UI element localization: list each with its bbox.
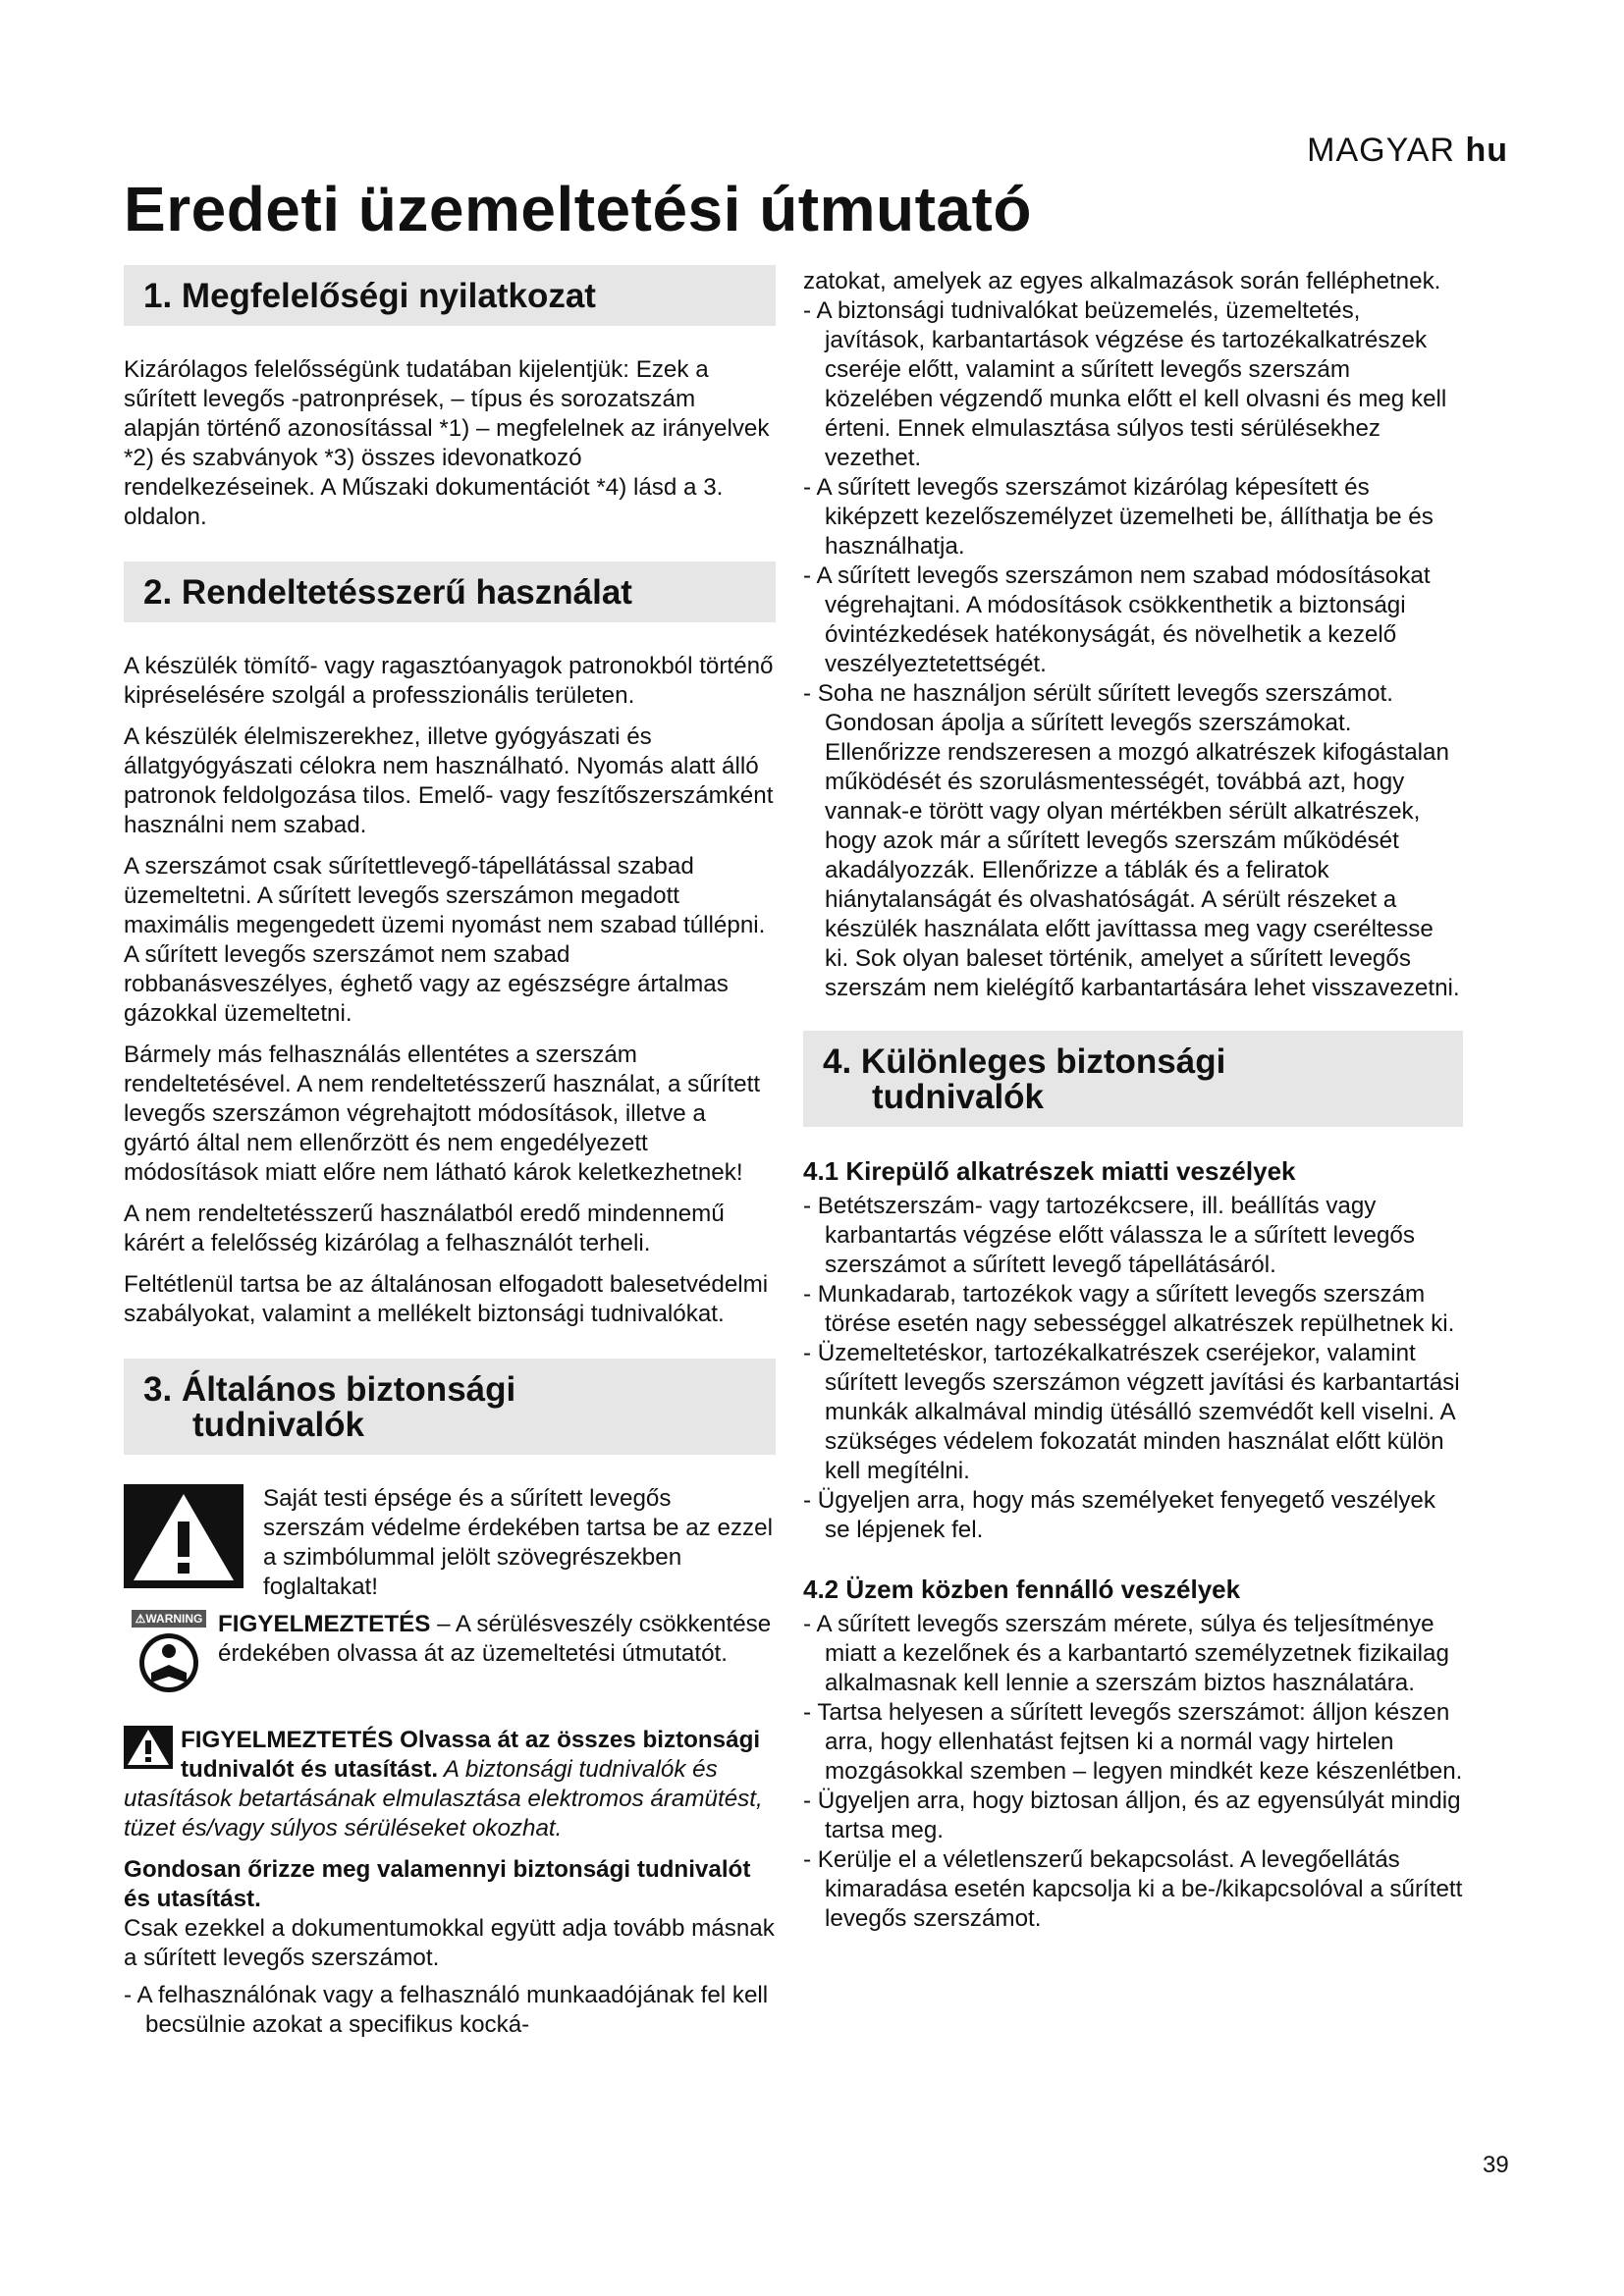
list-item: - Üzemeltetéskor, tartozékalkatrészek cseréjekor, valamint sűrített levegős szerszámon végzett javítási és karbantartási munkák alkalmával mindig ütésálló szemvédőt kell viselni. A szükséges védelem fokozatát minden használat előtt külön kell megítélni. <box>803 1340 1460 1484</box>
section-4-heading-line1: 4. Különleges biztonsági <box>823 1042 1226 1081</box>
list-item: - A sűrített levegős szerszámon nem szabad módosításokat végrehajtani. A módosítások csökkenthetik a biztonsági óvintézkedések hatékonyságát, és növelhetik a kezelő veszélyeztetettségét. <box>803 562 1431 677</box>
warning-read-all: FIGYELMEZTETÉS Olvassa át az összes biztonsági tudnivalót és utasítást. A biztonsági tudnivalók és utasítások betartásának elmulasztása elektromos áramütést, tüzet és/vagy súlyos sérüléseket okozhat. <box>124 1727 763 1842</box>
read-manual-icon <box>137 1631 200 1694</box>
list-item: - Soha ne használjon sérült sűrített levegős szerszámot. Gondosan ápolja a sűrített levegős szerszámokat. Ellenőrizze rendszeresen a mozgó alkatrészek kifogástalan működését és szorulásmentességét, továbbá azt, hogy vannak-e törött vagy olyan mértékben sérült alkatrészek, hogy azok már a sűrített levegős szerszám működését akadályozzák. Ellenőrizze a táblák és a feliratok hiánytalanságát és olvashatóságát. A sérült részeket a készülék használata előtt javíttassa meg vagy cseréltesse ki. Sok olyan baleset történik, amelyet a sűrített levegős szerszám nem kielégítő karbantartására lehet visszavezetni. <box>803 680 1460 1001</box>
warning-label: ⚠WARNING <box>132 1610 207 1628</box>
section-2-paragraph: Feltétlenül tartsa be az általánosan elfogadott balesetvédelmi szabályokat, valamint a mellékelt biztonsági tudnivalókat. <box>124 1271 769 1327</box>
list-item: - Tartsa helyesen a sűrített levegős szerszámot: álljon készen arra, hogy ellenhatást fejtsen ki a normál vagy hirtelen mozgásokkal szemben – legyen mindkét keze készenlétben. <box>803 1699 1463 1785</box>
section-3-heading-line2: tudnivalók <box>192 1406 365 1444</box>
section-3-heading <box>124 1359 776 1455</box>
subsection-4-1-heading: 4.1 Kirepülő alkatrészek miatti veszélyek <box>803 1156 1296 1186</box>
read-manual-text: FIGYELMEZTETÉS – A sérülésveszély csökkentése érdekében olvassa át az üzemeltetési útmutatót. <box>218 1611 772 1667</box>
safety-symbol-text: Saját testi épsége és a sűrített levegős szerszám védelme érdekében tartsa be az ezzel a szimbólummal jelölt szövegrészekben foglaltakat! <box>263 1485 773 1600</box>
list-item: - Munkadarab, tartozékok vagy a sűrített levegős szerszám törése esetén nagy sebességgel alkatrészek repülhetnek ki. <box>803 1281 1455 1337</box>
small-warning-triangle-icon <box>124 1726 173 1769</box>
list-item: - A sűrített levegős szerszám mérete, súlya és teljesítménye miatt a kezelőnek és a karbantartó személyzetnek fizikailag alkalmasnak kell lennie a szerszám biztos használatára. <box>803 1611 1449 1696</box>
language-code: hu <box>1465 132 1508 169</box>
section-2-paragraph: A nem rendeltetésszerű használatból eredő mindennemű kárért a felelősség kizárólag a felhasználót terheli. <box>124 1201 725 1256</box>
section-2-paragraph: A készülék tömítő- vagy ragasztóanyagok patronokból történő kipréselésére szolgál a professzionális területen. <box>124 653 774 709</box>
list-item: - A biztonsági tudnivalókat beüzemelés, üzemeltetés, javítások, karbantartások végzése és tartozékalkatrészek cseréje előtt, valamint a sűrített levegős szerszám közelében végzendő munka előtt el kell olvasni és meg kell érteni. Ennek elmulasztása súlyos testi sérülésekhez vezethet. <box>803 297 1447 471</box>
list-item: - Betétszerszám- vagy tartozékcsere, ill. beállítás vagy karbantartás végzése előtt válassza le a sűrített levegős szerszámot a sűrített levegő tápellátásáról. <box>803 1193 1415 1278</box>
warning-triangle-icon <box>124 1484 244 1588</box>
continued-text: zatokat, amelyek az egyes alkalmazások során felléphetnek. <box>803 268 1441 294</box>
left-column <box>124 265 776 2040</box>
section-4-heading-line2: tudnivalók <box>872 1078 1045 1116</box>
list-item: - Ügyeljen arra, hogy biztosan álljon, és az egyensúlyát mindig tartsa meg. <box>803 1788 1461 1843</box>
safety-symbol-block <box>124 1484 776 1602</box>
section-1-text: Kizárólagos felelősségünk tudatában kijelentjük: Ezek a sűrített levegős -patronprések, – típus és sorozatszám alapján történő azonosítással *1) – megfelelnek az irányelvek *2) és szabványok *3) összes idevonatkozó rendelkezéseinek. A Műszaki dokumentációt *4) lásd a 3. oldalon. <box>124 356 770 530</box>
right-column <box>803 267 1463 1934</box>
section-2-heading: 2. Rendeltetésszerű használat <box>124 561 776 622</box>
page-title: Eredeti üzemeltetési útmutató <box>124 174 1032 244</box>
section-4-heading <box>803 1031 1463 1127</box>
read-manual-icon-group <box>124 1610 214 1694</box>
section-2-paragraph: Bármely más felhasználás ellentétes a szerszám rendeltetésével. A nem rendeltetésszerű használat, a sűrített levegős szerszámon végrehajtott módosítások, illetve a gyártó által nem ellenőrzött és nem engedélyezett módosítások miatt előre nem látható károk keletkezhetnek! <box>124 1041 761 1186</box>
list-item: - Ügyeljen arra, hogy más személyeket fenyegető veszélyek se lépjenek fel. <box>803 1487 1435 1543</box>
language-label <box>1307 132 1508 170</box>
list-item: - A sűrített levegős szerszámot kizárólag képesített és kiképzett kezelőszemélyzet üzemelheti be, állíthatja be és használhatja. <box>803 474 1434 560</box>
list-item: - A felhasználónak vagy a felhasználó munkaadójának fel kell becsülnie azokat a specifikus kocká- <box>124 1982 769 2038</box>
section-2-paragraph: A készülék élelmiszerekhez, illetve gyógyászati és állatgyógyászati célokra nem használható. Nyomás alatt álló patronok feldolgozása tilos. Emelő- vagy feszítőszerszámként használni nem szabad. <box>124 723 774 838</box>
page-number: 39 <box>1483 2152 1509 2178</box>
subsection-4-2-heading: 4.2 Üzem közben fennálló veszélyek <box>803 1575 1241 1604</box>
list-item: - Kerülje el a véletlenszerű bekapcsolást. A levegőellátás kimaradása esetén kapcsolja ki a be-/kikapcsolóval a sűrített levegős szerszámot. <box>803 1846 1463 1932</box>
read-manual-warning <box>124 1610 776 1694</box>
section-1-heading: 1. Megfelelőségi nyilatkozat <box>124 265 776 326</box>
section-3-heading-line1: 3. Általános biztonsági <box>143 1370 516 1409</box>
keep-instructions: Gondosan őrizze meg valamennyi biztonsági tudnivalót és utasítást. Csak ezekkel a dokumentumokkal együtt adja tovább másnak a sűrített levegős szerszámot. <box>124 1856 775 1971</box>
language-name: MAGYAR <box>1307 132 1455 169</box>
section-2-paragraph: A szerszámot csak sűrítettlevegő-tápellátással szabad üzemeltetni. A sűrített levegős szerszámon megadott maximális megengedett üzemi nyomást nem szabad túllépni. A sűrített levegős szerszámot nem szabad robbanásveszélyes, éghető vagy az egészségre ártalmas gázokkal üzemeltetni. <box>124 853 766 1027</box>
